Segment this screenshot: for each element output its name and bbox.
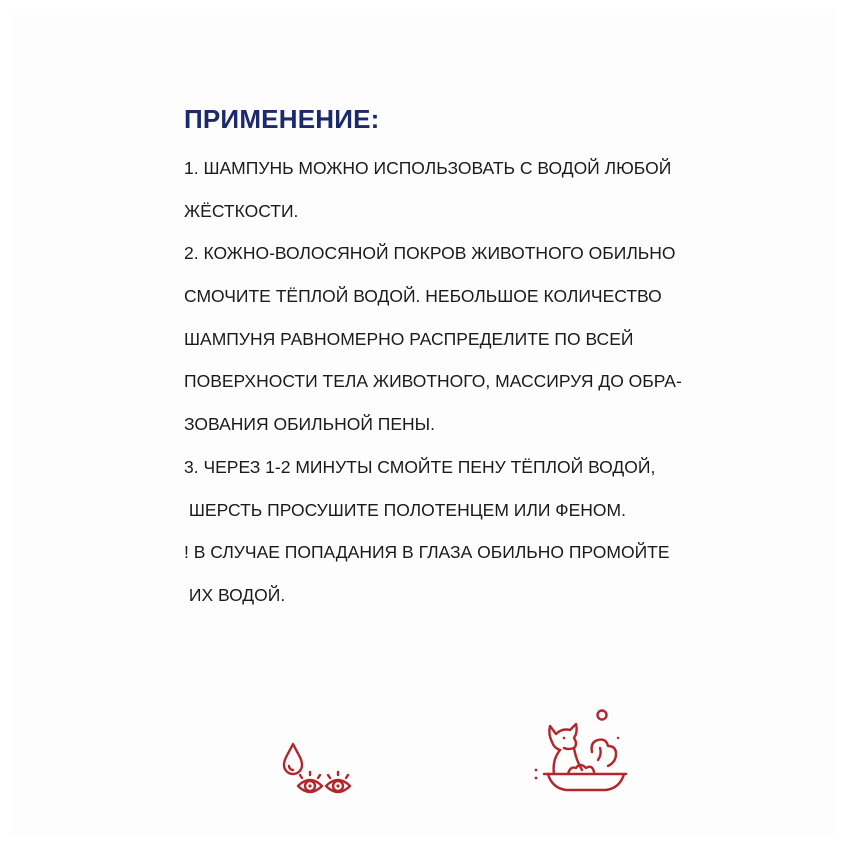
instruction-line: ШЕРСТЬ ПРОСУШИТЕ ПОЛОТЕНЦЕМ ИЛИ ФЕНОМ. [184, 499, 626, 520]
instruction-line: 1. ШАМПУНЬ МОЖНО ИСПОЛЬЗОВАТЬ С ВОДОЙ ЛЮБОЙ [184, 158, 672, 178]
water-drop-eyes-icon [276, 742, 372, 802]
instruction-line: ПОВЕРХНОСТИ ТЕЛА ЖИВОТНОГО, МАССИРУЯ ДО ОБРА- [184, 371, 682, 392]
instruction-line: ! В СЛУЧАЕ ПОПАДАНИЯ В ГЛАЗА ОБИЛЬНО ПРОМОЙТЕ [184, 542, 670, 563]
page [10, 10, 835, 835]
instruction-line: ИХ ВОДОЙ. [184, 584, 286, 605]
instruction-line: ШАМПУНЯ РАВНОМЕРНО РАСПРЕДЕЛИТЕ ПО ВСЕЙ [184, 328, 634, 349]
instruction-line: ЗОВАНИЯ ОБИЛЬНОЙ ПЕНЫ. [184, 414, 436, 435]
instruction-line: 3. ЧЕРЕЗ 1-2 МИНУТЫ СМОЙТЕ ПЕНУ ТЁПЛОЙ ВОДОЙ, [184, 456, 656, 477]
instruction-line: ЖЁСТКОСТИ. [184, 200, 299, 221]
section-title: ПРИМЕНЕНИЕ: [184, 104, 380, 134]
instruction-line: 2. КОЖНО-ВОЛОСЯНОЙ ПОКРОВ ЖИВОТНОГО ОБИЛЬНО [184, 243, 676, 264]
instruction-line: СМОЧИТЕ ТЁПЛОЙ ВОДОЙ. НЕБОЛЬШОЕ КОЛИЧЕСТВО [184, 286, 662, 307]
dog-bath-icon [530, 708, 635, 798]
instructions-list [184, 147, 682, 617]
